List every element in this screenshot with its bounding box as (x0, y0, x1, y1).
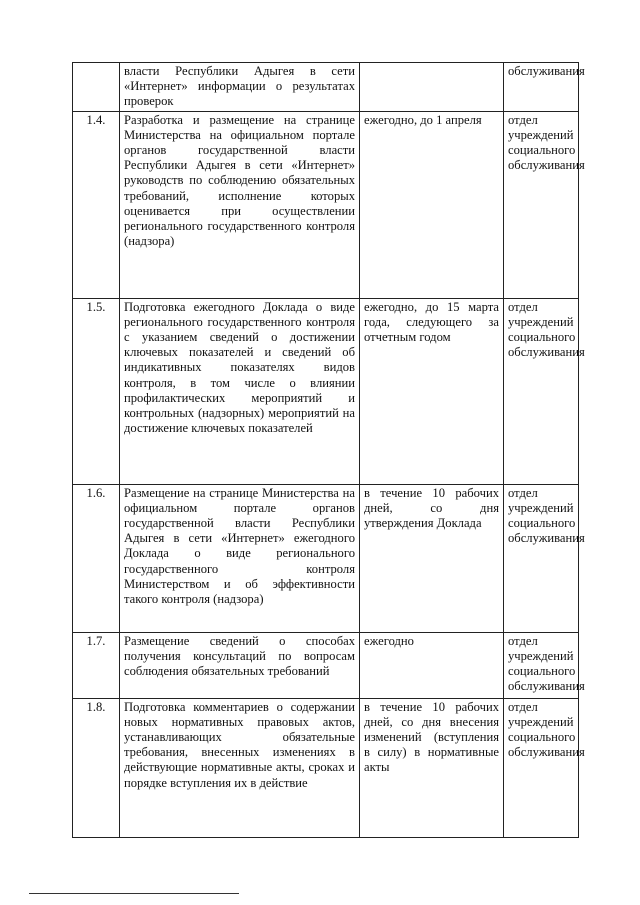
term-text: ежегодно (360, 632, 504, 698)
responsible-text: отдел учреждений социального обслуживания (504, 298, 579, 484)
footnote-separator-line (29, 893, 239, 894)
term-text (360, 63, 504, 112)
row-number: 1.7. (73, 632, 120, 698)
term-text: ежегодно, до 15 марта года, следующего за отчетным годом (360, 298, 504, 484)
term-text: ежегодно, до 1 апреля (360, 111, 504, 298)
action-text: Разработка и размещение на странице Министерства на официальном портале органов государственной власти Республики Адыгея в сети «Интернет» руководств по соблюдению обязательных требований, исполнение которых оценивается при осуществлении регионального государственного контроля (надзора) (120, 111, 360, 298)
table-row (73, 698, 579, 837)
action-text: Подготовка комментариев о содержании новых нормативных правовых актов, устанавливающих обязательные требования, внесенных изменениях в действующие нормативные акты, сроках и порядке вступления их в действие (120, 698, 360, 837)
action-text: Размещение на странице Министерства на официальном портале органов государственной власти Республики Адыгея в сети «Интернет» ежегодного Доклада о виде регионального государственного контроля Министерством и об эффективности такого контроля (надзора) (120, 484, 360, 632)
term-text: в течение 10 рабочих дней, со дня внесения изменений (вступления в силу) в нормативные акты (360, 698, 504, 837)
table-row (73, 111, 579, 298)
table-row (73, 632, 579, 698)
responsible-text: отдел учреждений социального обслуживания (504, 632, 579, 698)
responsible-text: обслуживания (504, 63, 579, 112)
action-text: Подготовка ежегодного Доклада о виде регионального государственного контроля с указанием сведений о достижении ключевых показателей и сведений об индикативных показателях видов контроля, в том числе о влиянии профилактических мероприятий и контрольных (надзорных) мероприятий на достижение ключевых показателей (120, 298, 360, 484)
row-number: 1.5. (73, 298, 120, 484)
action-text: Размещение сведений о способах получения консультаций по вопросам соблюдения обязательных требований (120, 632, 360, 698)
table-row (73, 298, 579, 484)
action-text: власти Республики Адыгея в сети «Интернет» информации о результатах проверок (120, 63, 360, 112)
row-number: 1.6. (73, 484, 120, 632)
row-number: 1.8. (73, 698, 120, 837)
responsible-text: отдел учреждений социального обслуживания (504, 111, 579, 298)
row-number: 1.4. (73, 111, 120, 298)
table-row (73, 484, 579, 632)
measures-table (72, 62, 585, 838)
responsible-text: отдел учреждений социального обслуживания (504, 698, 579, 837)
row-number (73, 63, 120, 112)
term-text: в течение 10 рабочих дней, со дня утверждения Доклада (360, 484, 504, 632)
responsible-text: отдел учреждений социального обслуживания (504, 484, 579, 632)
table-row (73, 63, 579, 112)
